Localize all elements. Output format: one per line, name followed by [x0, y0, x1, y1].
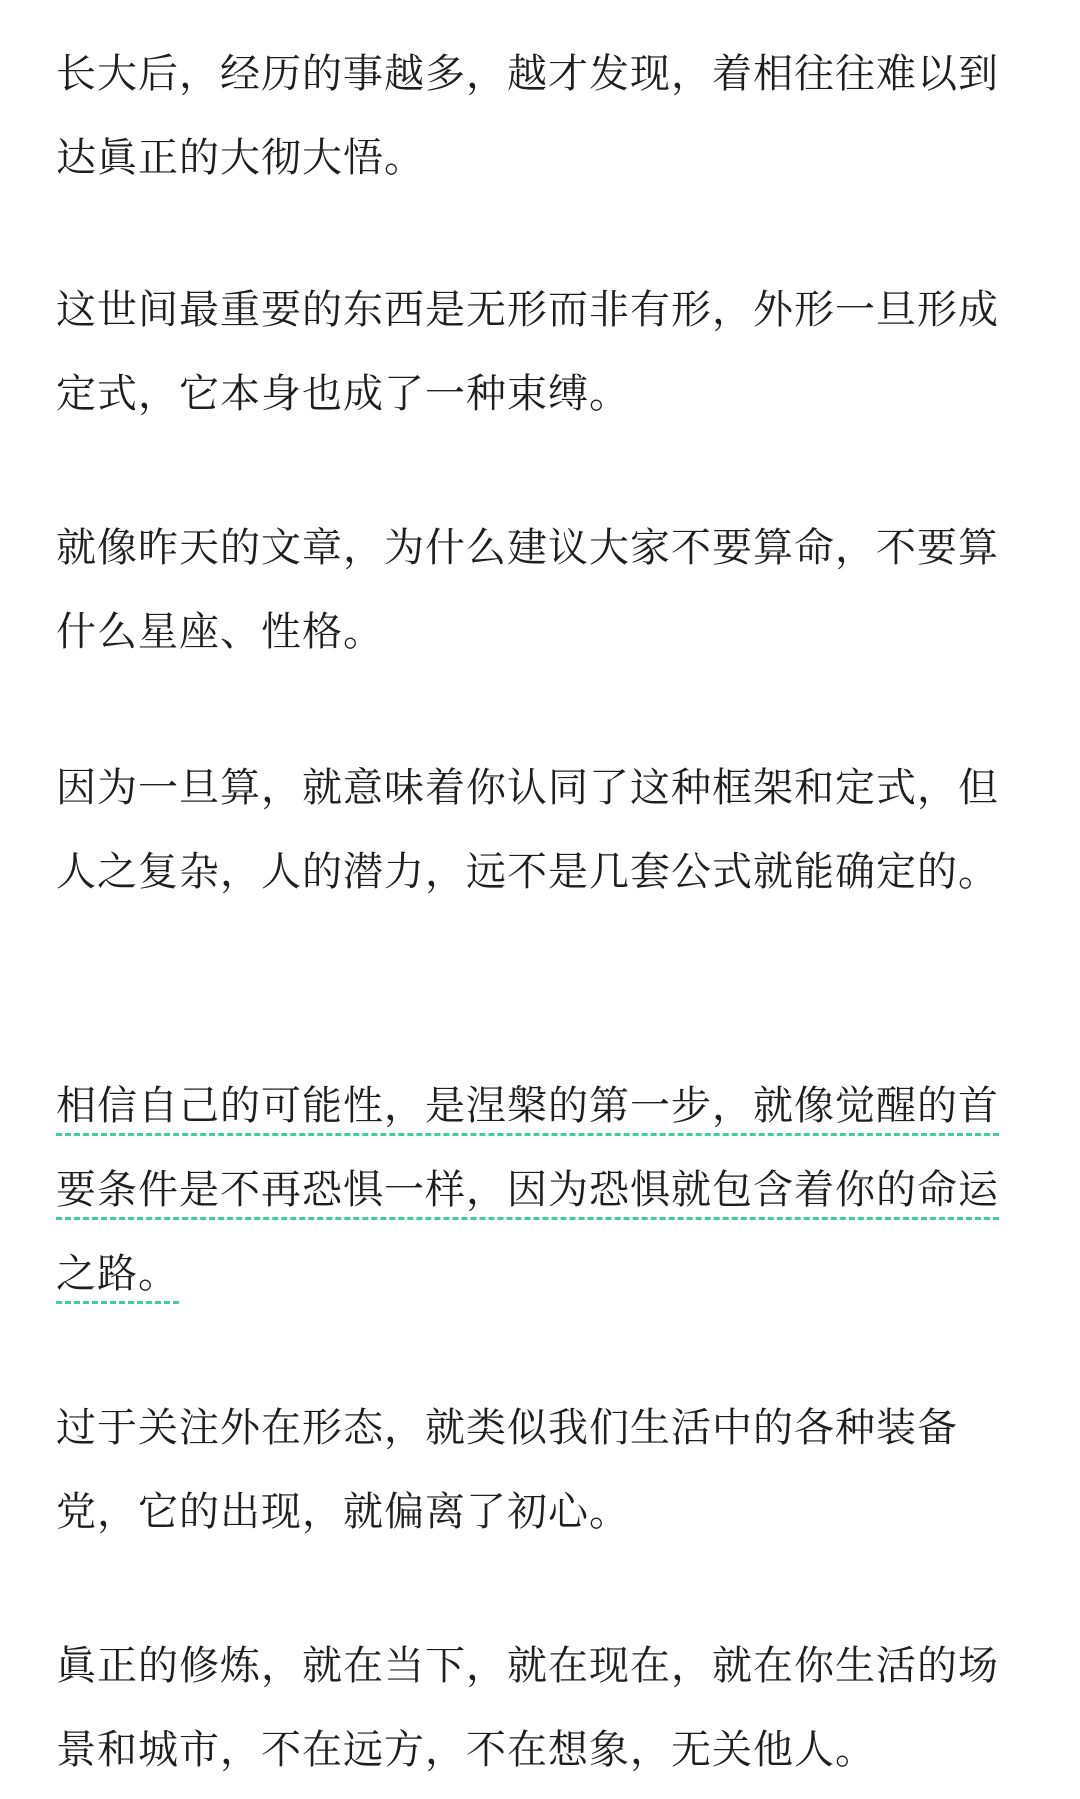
paragraph-3: 就像昨天的文章，为什么建议大家不要算命，不要算什么星座、性格。: [56, 525, 999, 655]
paragraph-7: 眞正的修炼，就在当下，就在现在，就在你生活的场景和城市，不在远方，不在想象，无关他人。: [56, 1643, 999, 1773]
paragraph-4: 因为一旦算，就意味着你认同了这种框架和定式，但人之复杂，人的潜力，远不是几套公式就能确定的。: [56, 765, 999, 895]
paragraph-2: 这世间最重要的东西是无形而非有形，外形一旦形成定式，它本身也成了一种束缚。: [56, 287, 999, 417]
highlighted-quote[interactable]: 相信自己的可能性，是涅槃的第一步，就像觉醒的首要条件是不再恐惧一样，因为恐惧就包含着你的命运之路。: [56, 1083, 999, 1297]
paragraph-5-highlighted[interactable]: [56, 1064, 1024, 1316]
paragraph-1: 长大后，经历的事越多，越才发现，着相往往难以到达眞正的大彻大悟。: [56, 51, 999, 181]
paragraph-6: 过于关注外在形态，就类似我们生活中的各种装备党，它的出现，就偏离了初心。: [56, 1405, 958, 1535]
